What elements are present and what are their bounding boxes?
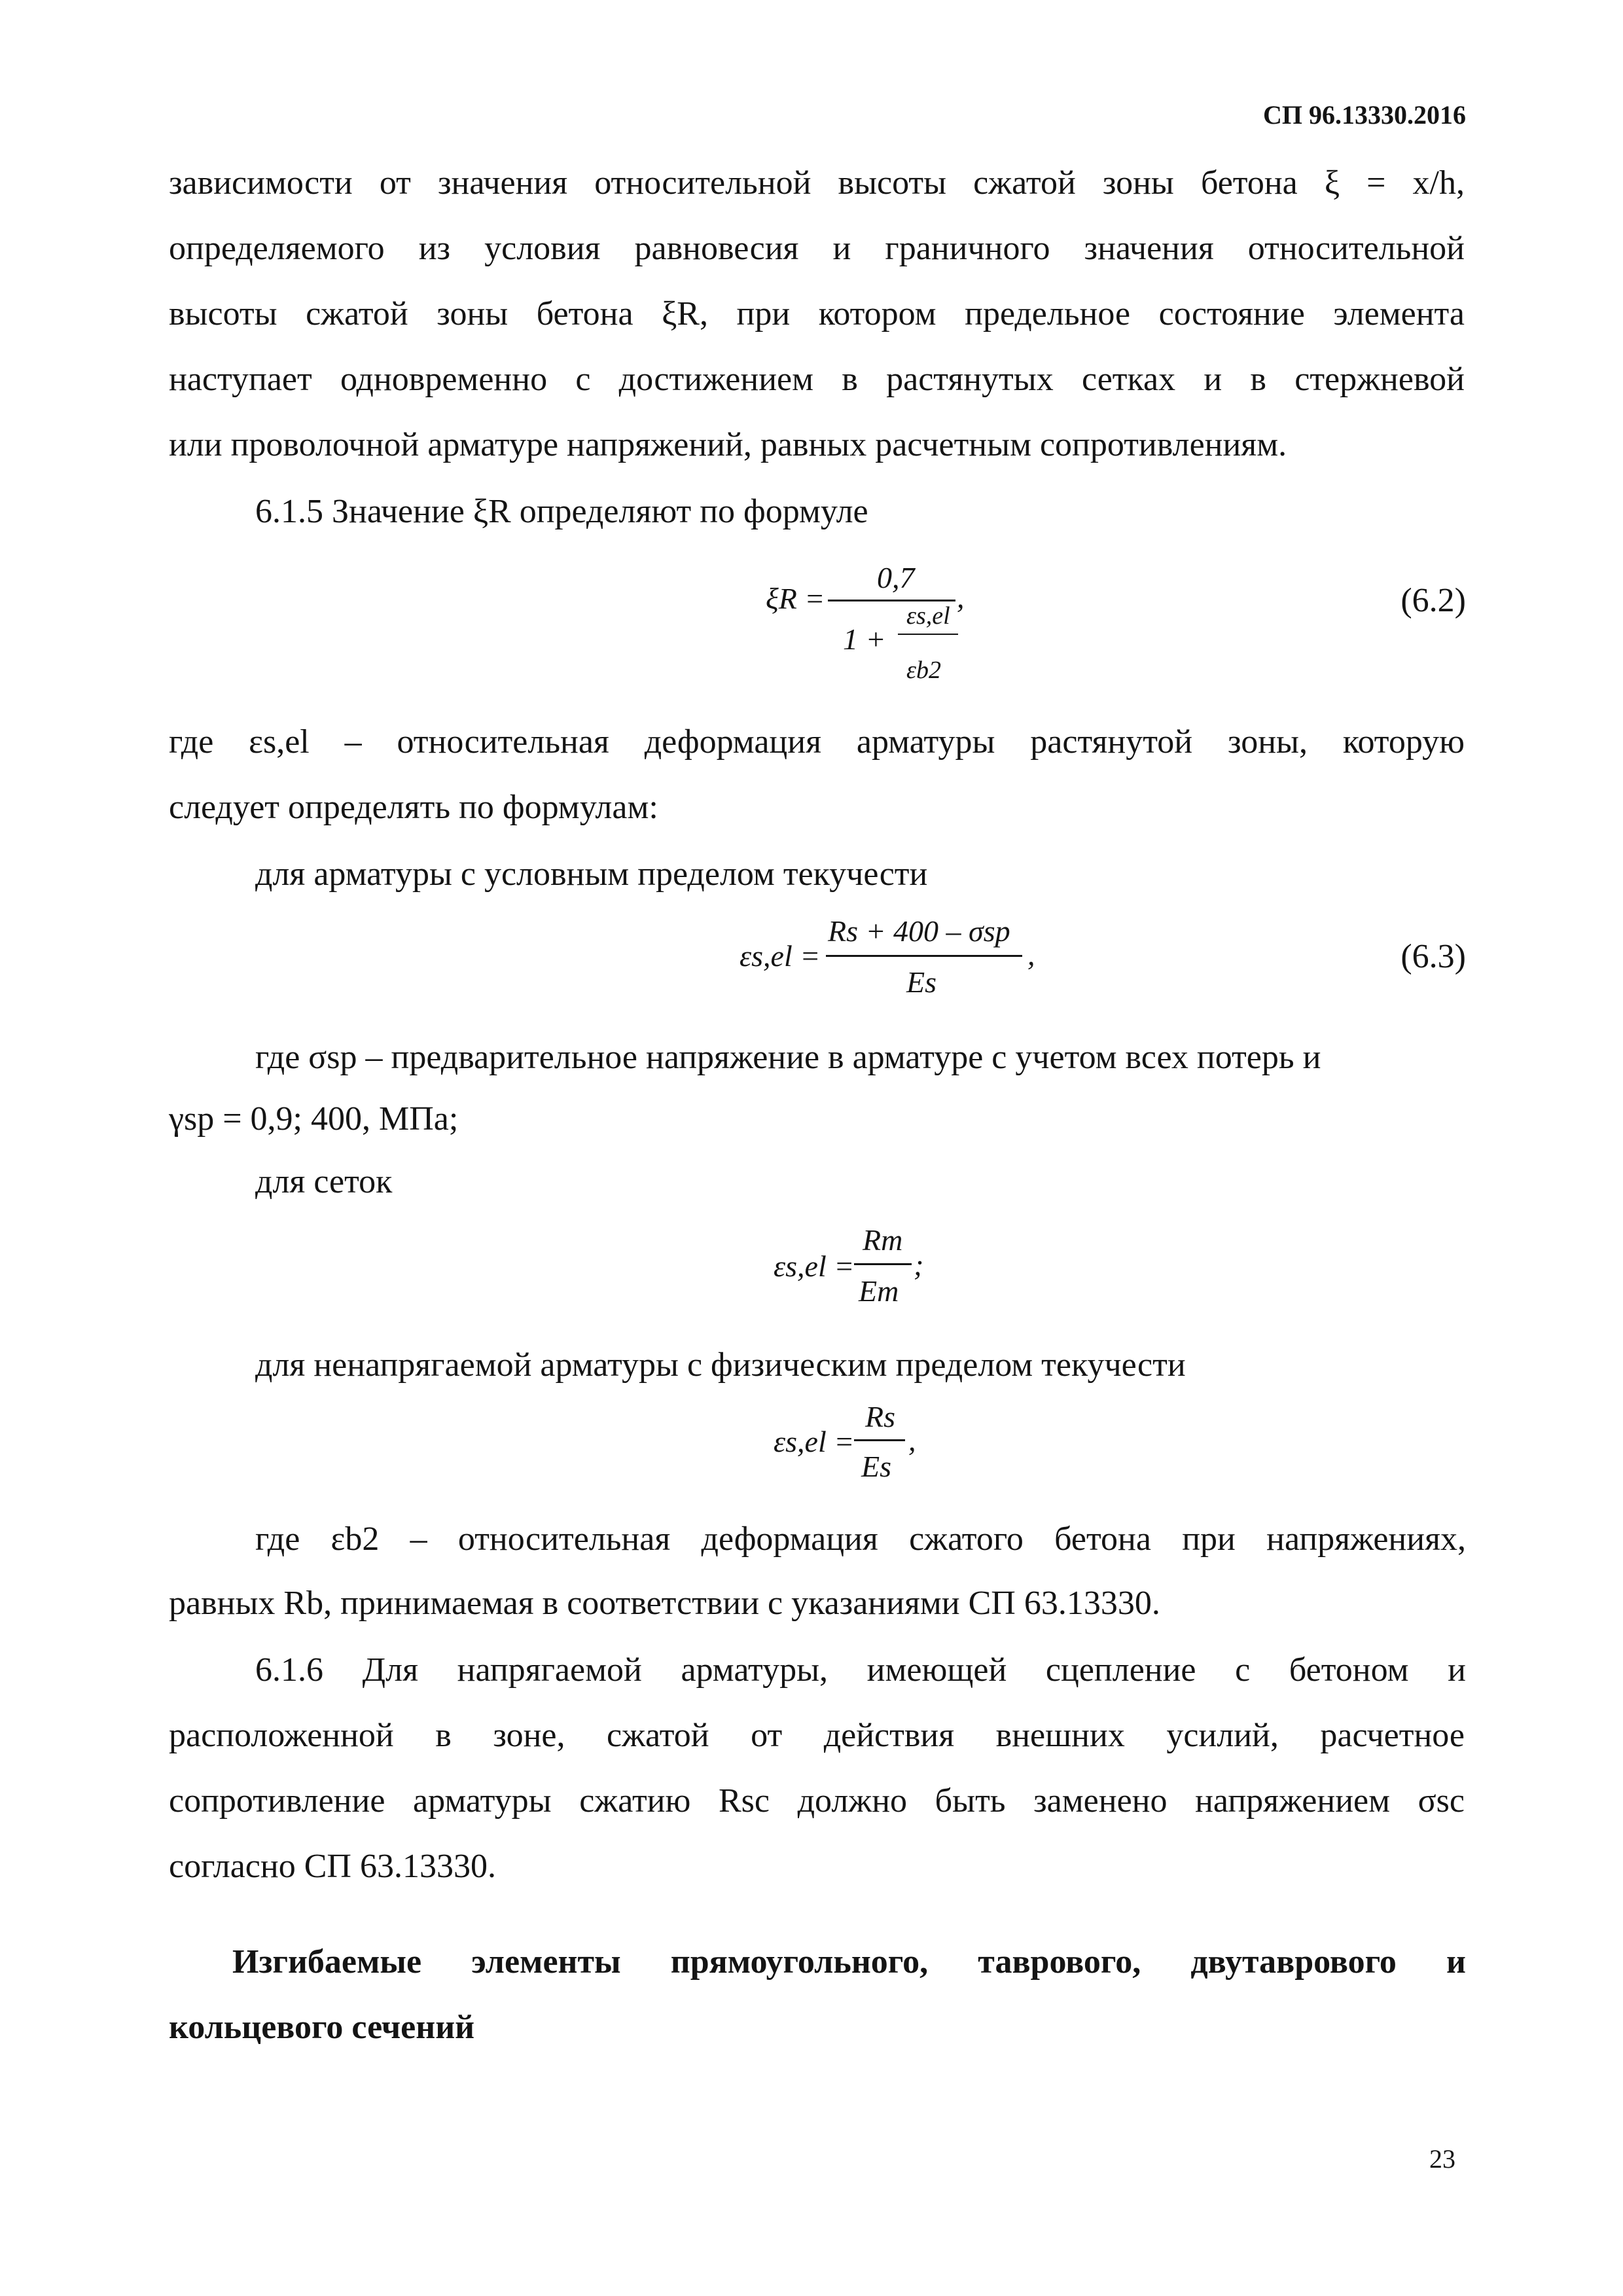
formula-comma: , xyxy=(1027,938,1035,971)
paragraph-line: где εb2 – относительная деформация сжатого бетона при напряжениях, xyxy=(255,1520,1466,1558)
fraction-bar xyxy=(898,634,958,635)
formula-punctuation: , xyxy=(908,1424,916,1457)
formula-numerator: Rm xyxy=(863,1223,903,1257)
formula-numerator: Rs xyxy=(865,1400,895,1433)
case-heading: для арматуры с условным пределом текучести xyxy=(255,855,928,893)
paragraph-line: где σsp – предварительное напряжение в арматуре с учетом всех потерь и xyxy=(255,1039,1321,1076)
formula-lhs: εs,el = xyxy=(740,939,821,973)
fraction-bar xyxy=(826,955,1022,957)
case-heading: для ненапрягаемой арматуры с физическим пределом текучести xyxy=(255,1346,1186,1384)
paragraph-line: расположенной в зоне, сжатой от действия внешних усилий, расчетное xyxy=(169,1717,1465,1754)
formula-denominator: Es xyxy=(906,965,936,999)
equation-number: (6.3) xyxy=(1400,938,1466,975)
paragraph-line: следует определять по формулам: xyxy=(169,789,658,826)
section-heading: Изгибаемые элементы прямоугольного, таврового, двутаврового и xyxy=(232,1943,1466,1981)
formula-lhs: ξR = xyxy=(766,582,825,615)
paragraph-line: высоты сжатой зоны бетона ξR, при котором предельное состояние элемента xyxy=(169,295,1465,332)
formula-denominator: Es xyxy=(861,1450,891,1483)
formula-numerator: Rs + 400 – σsp xyxy=(828,914,1010,948)
fraction-bar xyxy=(854,1439,905,1441)
page-number: 23 xyxy=(1429,2144,1455,2174)
formula-subnumerator: εs,el xyxy=(906,602,950,630)
paragraph-line: зависимости от значения относительной высоты сжатой зоны бетона ξ = x/h, xyxy=(169,164,1465,202)
clause-6-1-6: 6.1.6 Для напрягаемой арматуры, имеющей сцепление с бетоном и xyxy=(255,1651,1466,1689)
paragraph-line: равных Rb, принимаемая в соответствии с указаниями СП 63.13330. xyxy=(169,1585,1160,1622)
formula-lhs: εs,el = xyxy=(774,1249,855,1283)
paragraph-line: где εs,el – относительная деформация арматуры растянутой зоны, которую xyxy=(169,723,1465,761)
document-code-header: СП 96.13330.2016 xyxy=(1263,100,1466,130)
clause-6-1-5: 6.1.5 Значение ξR определяют по формуле xyxy=(255,493,868,530)
section-heading: кольцевого сечений xyxy=(169,2009,475,2046)
formula-comma: , xyxy=(957,581,965,614)
fraction-bar xyxy=(828,600,955,601)
paragraph-line: наступает одновременно с достижением в растянутых сетках и в стержневой xyxy=(169,361,1465,398)
formula-subdenominator: εb2 xyxy=(906,656,941,684)
formula-lhs: εs,el = xyxy=(774,1425,855,1458)
formula-denominator: Em xyxy=(859,1274,899,1308)
paragraph-line: γsp = 0,9; 400, МПа; xyxy=(169,1100,459,1138)
paragraph-line: или проволочной арматуре напряжений, равных расчетным сопротивлениям. xyxy=(169,426,1287,463)
paragraph-line: согласно СП 63.13330. xyxy=(169,1848,496,1885)
equation-number: (6.2) xyxy=(1400,582,1466,619)
paragraph-line: сопротивление арматуры сжатию Rsc должно быть заменено напряжением σsc xyxy=(169,1782,1465,1820)
paragraph-line: определяемого из условия равновесия и граничного значения относительной xyxy=(169,230,1465,267)
fraction-bar xyxy=(854,1263,912,1265)
formula-one-plus: 1 + xyxy=(843,622,886,656)
formula-punctuation: ; xyxy=(914,1248,924,1282)
formula-numerator: 0,7 xyxy=(877,561,915,594)
case-heading: для сеток xyxy=(255,1163,393,1200)
